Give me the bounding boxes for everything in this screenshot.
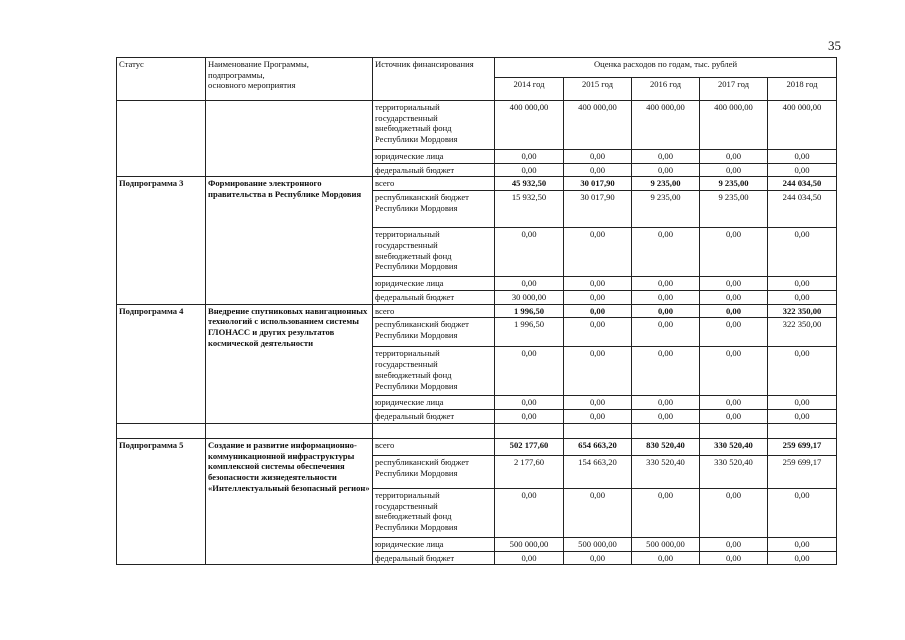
source-legal: юридические лица bbox=[373, 150, 495, 164]
sub3-name: Формирование электронного правительства в Республике Мордовия bbox=[206, 177, 373, 304]
value-cell: 154 663,20 bbox=[564, 455, 632, 488]
value-cell: 0,00 bbox=[768, 488, 837, 537]
value-cell: 0,00 bbox=[768, 551, 837, 565]
source-federal: федеральный бюджет bbox=[373, 290, 495, 304]
value-cell: 0,00 bbox=[495, 163, 564, 177]
value-cell: 1 996,50 bbox=[495, 304, 564, 318]
source-republic: республиканский бюджет Республики Мордовия bbox=[373, 318, 495, 347]
source-territorial: территориальный государственный внебюджетный фонд Республики Мордовия bbox=[373, 488, 495, 537]
value-cell: 0,00 bbox=[768, 163, 837, 177]
value-cell: 400 000,00 bbox=[632, 101, 700, 150]
value-cell: 0,00 bbox=[768, 150, 837, 164]
value-cell: 0,00 bbox=[632, 396, 700, 410]
value-cell: 0,00 bbox=[700, 347, 768, 396]
value-cell: 0,00 bbox=[495, 228, 564, 277]
value-cell: 0,00 bbox=[632, 290, 700, 304]
source-total: всего bbox=[373, 438, 495, 455]
value-cell: 0,00 bbox=[564, 488, 632, 537]
sub5-status: Подпрограмма 5 bbox=[117, 438, 206, 564]
spacer-cell bbox=[564, 423, 632, 438]
value-cell: 0,00 bbox=[700, 537, 768, 551]
value-cell: 0,00 bbox=[564, 304, 632, 318]
year-2018: 2018 год bbox=[768, 78, 837, 101]
value-cell: 0,00 bbox=[564, 277, 632, 291]
value-cell: 0,00 bbox=[700, 277, 768, 291]
value-cell: 0,00 bbox=[632, 150, 700, 164]
value-cell: 330 520,40 bbox=[700, 438, 768, 455]
sub3-status: Подпрограмма 3 bbox=[117, 177, 206, 304]
value-cell: 2 177,60 bbox=[495, 455, 564, 488]
header-name-line1: Наименование Программы, bbox=[208, 59, 309, 69]
value-cell: 259 699,17 bbox=[768, 438, 837, 455]
spacer-cell bbox=[768, 423, 837, 438]
value-cell: 0,00 bbox=[495, 150, 564, 164]
value-cell: 0,00 bbox=[632, 304, 700, 318]
budget-table bbox=[116, 57, 837, 565]
header-source: Источник финансирования bbox=[373, 58, 495, 101]
value-cell: 0,00 bbox=[564, 163, 632, 177]
source-legal: юридические лица bbox=[373, 396, 495, 410]
value-cell: 0,00 bbox=[700, 304, 768, 318]
header-name bbox=[206, 58, 373, 101]
value-cell: 30 017,90 bbox=[564, 177, 632, 191]
value-cell: 0,00 bbox=[564, 150, 632, 164]
value-cell: 0,00 bbox=[700, 150, 768, 164]
value-cell: 500 000,00 bbox=[564, 537, 632, 551]
value-cell: 0,00 bbox=[495, 277, 564, 291]
value-cell: 0,00 bbox=[700, 488, 768, 537]
value-cell: 0,00 bbox=[768, 537, 837, 551]
sub4-status: Подпрограмма 4 bbox=[117, 304, 206, 423]
value-cell: 244 034,50 bbox=[768, 191, 837, 228]
year-2017: 2017 год bbox=[700, 78, 768, 101]
table-row bbox=[117, 438, 837, 455]
source-federal: федеральный бюджет bbox=[373, 410, 495, 424]
source-territorial: территориальный государственный внебюджетный фонд Республики Мордовия bbox=[373, 347, 495, 396]
value-cell: 0,00 bbox=[700, 551, 768, 565]
value-cell: 30 000,00 bbox=[495, 290, 564, 304]
value-cell: 0,00 bbox=[700, 163, 768, 177]
table-row bbox=[117, 177, 837, 191]
value-cell: 330 520,40 bbox=[700, 455, 768, 488]
value-cell: 9 235,00 bbox=[632, 177, 700, 191]
value-cell: 400 000,00 bbox=[700, 101, 768, 150]
value-cell: 400 000,00 bbox=[768, 101, 837, 150]
value-cell: 0,00 bbox=[495, 410, 564, 424]
value-cell: 0,00 bbox=[768, 228, 837, 277]
carryover-status bbox=[117, 101, 206, 177]
value-cell: 500 000,00 bbox=[495, 537, 564, 551]
value-cell: 244 034,50 bbox=[768, 177, 837, 191]
value-cell: 0,00 bbox=[768, 277, 837, 291]
value-cell: 0,00 bbox=[632, 551, 700, 565]
value-cell: 9 235,00 bbox=[700, 191, 768, 228]
value-cell: 500 000,00 bbox=[632, 537, 700, 551]
header-name-line2: подпрограммы, bbox=[208, 69, 265, 80]
value-cell: 0,00 bbox=[768, 347, 837, 396]
value-cell: 502 177,60 bbox=[495, 438, 564, 455]
source-republic: республиканский бюджет Республики Мордовия bbox=[373, 191, 495, 228]
header-row bbox=[117, 58, 837, 78]
value-cell: 0,00 bbox=[700, 396, 768, 410]
value-cell: 15 932,50 bbox=[495, 191, 564, 228]
value-cell: 0,00 bbox=[632, 277, 700, 291]
value-cell: 1 996,50 bbox=[495, 318, 564, 347]
value-cell: 0,00 bbox=[768, 396, 837, 410]
value-cell: 9 235,00 bbox=[700, 177, 768, 191]
spacer-cell bbox=[632, 423, 700, 438]
year-2016: 2016 год bbox=[632, 78, 700, 101]
value-cell: 259 699,17 bbox=[768, 455, 837, 488]
source-territorial: территориальный государственный внебюджетный фонд Республики Мордовия bbox=[373, 228, 495, 277]
value-cell: 0,00 bbox=[632, 347, 700, 396]
value-cell: 0,00 bbox=[495, 488, 564, 537]
sub5-name: Создание и развитие информационно-коммуникационной инфраструктуры комплексной системы обеспечения безопасности жизнедеятельности «Интеллектуальный безопасный регион» bbox=[206, 438, 373, 564]
value-cell: 654 663,20 bbox=[564, 438, 632, 455]
value-cell: 0,00 bbox=[495, 347, 564, 396]
spacer-row bbox=[117, 423, 837, 438]
value-cell: 322 350,00 bbox=[768, 318, 837, 347]
source-total: всего bbox=[373, 177, 495, 191]
value-cell: 0,00 bbox=[632, 318, 700, 347]
spacer-cell bbox=[700, 423, 768, 438]
sub4-name: Внедрение спутниковых навигационных технологий с использованием системы ГЛОНАСС и других результатов космической деятельности bbox=[206, 304, 373, 423]
value-cell: 330 520,40 bbox=[632, 455, 700, 488]
value-cell: 0,00 bbox=[564, 228, 632, 277]
value-cell: 0,00 bbox=[564, 551, 632, 565]
value-cell: 0,00 bbox=[495, 551, 564, 565]
spacer-cell bbox=[117, 423, 206, 438]
source-territorial: территориальный государственный внебюджетный фонд Республики Мордовия bbox=[373, 101, 495, 150]
header-name-line3: основного мероприятия bbox=[208, 80, 296, 91]
header-estimate: Оценка расходов по годам, тыс. рублей bbox=[495, 58, 837, 78]
value-cell: 0,00 bbox=[564, 347, 632, 396]
year-2015: 2015 год bbox=[564, 78, 632, 101]
header-status: Статус bbox=[117, 58, 206, 101]
value-cell: 0,00 bbox=[632, 228, 700, 277]
value-cell: 0,00 bbox=[564, 318, 632, 347]
source-total: всего bbox=[373, 304, 495, 318]
value-cell: 0,00 bbox=[564, 290, 632, 304]
source-legal: юридические лица bbox=[373, 277, 495, 291]
page-number: 35 bbox=[828, 38, 841, 53]
value-cell: 0,00 bbox=[700, 228, 768, 277]
value-cell: 0,00 bbox=[768, 290, 837, 304]
spacer-cell bbox=[495, 423, 564, 438]
carryover-name bbox=[206, 101, 373, 177]
value-cell: 830 520,40 bbox=[632, 438, 700, 455]
value-cell: 0,00 bbox=[768, 410, 837, 424]
source-legal: юридические лица bbox=[373, 537, 495, 551]
spacer-cell bbox=[373, 423, 495, 438]
value-cell: 400 000,00 bbox=[495, 101, 564, 150]
value-cell: 0,00 bbox=[564, 396, 632, 410]
value-cell: 0,00 bbox=[632, 488, 700, 537]
value-cell: 0,00 bbox=[700, 410, 768, 424]
value-cell: 0,00 bbox=[495, 396, 564, 410]
source-federal: федеральный бюджет bbox=[373, 163, 495, 177]
value-cell: 0,00 bbox=[700, 290, 768, 304]
value-cell: 45 932,50 bbox=[495, 177, 564, 191]
value-cell: 322 350,00 bbox=[768, 304, 837, 318]
spacer-cell bbox=[206, 423, 373, 438]
year-2014: 2014 год bbox=[495, 78, 564, 101]
source-republic: республиканский бюджет Республики Мордовия bbox=[373, 455, 495, 488]
table-row bbox=[117, 304, 837, 318]
value-cell: 30 017,90 bbox=[564, 191, 632, 228]
table-row bbox=[117, 101, 837, 150]
value-cell: 0,00 bbox=[564, 410, 632, 424]
source-federal: федеральный бюджет bbox=[373, 551, 495, 565]
value-cell: 400 000,00 bbox=[564, 101, 632, 150]
value-cell: 0,00 bbox=[700, 318, 768, 347]
value-cell: 0,00 bbox=[632, 410, 700, 424]
value-cell: 9 235,00 bbox=[632, 191, 700, 228]
value-cell: 0,00 bbox=[632, 163, 700, 177]
